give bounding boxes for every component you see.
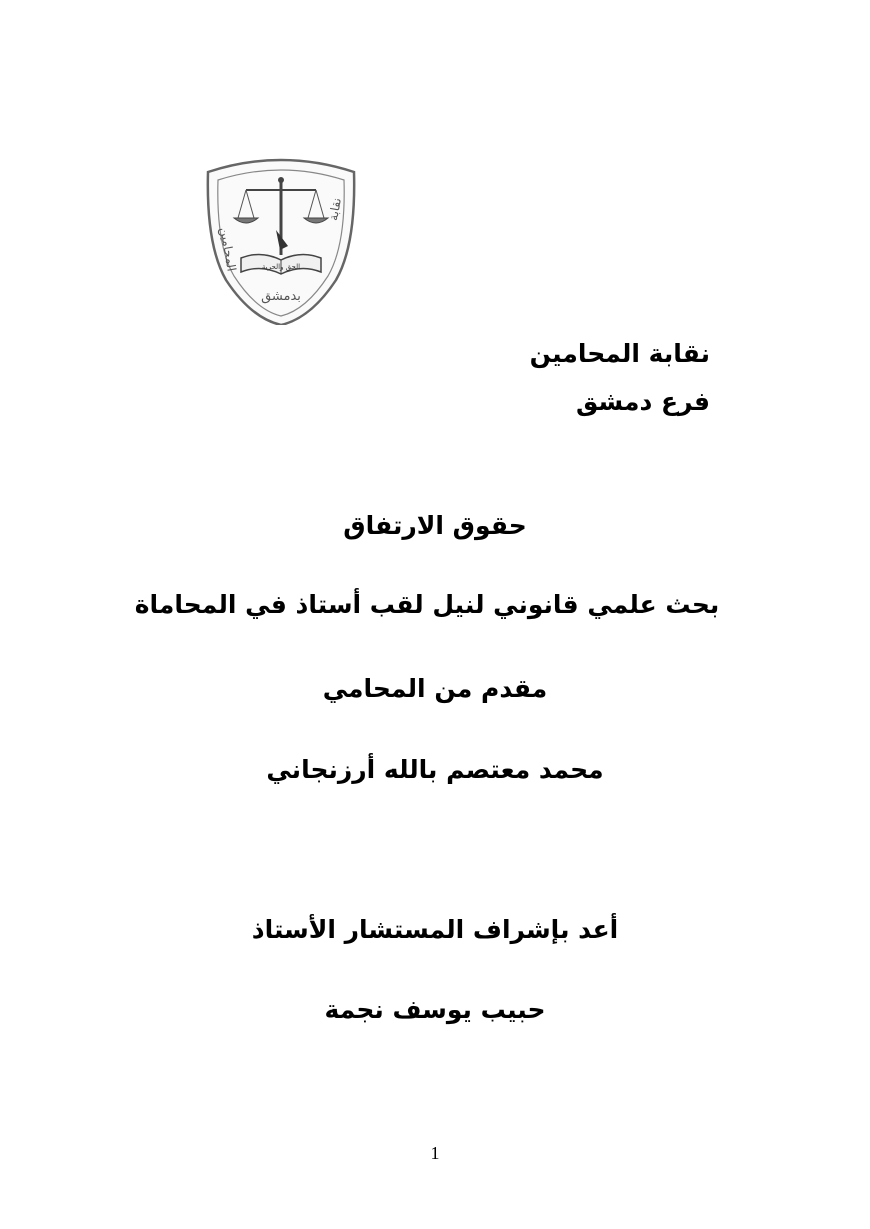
logo-book-text: الحق والحرية — [261, 263, 301, 271]
logo-text-left: المحامين — [217, 226, 239, 273]
bar-association-emblem-icon — [196, 150, 366, 325]
research-purpose: بحث علمي قانوني لنيل لقب أستاذ في المحاماة — [134, 590, 720, 619]
logo-text-right: نقابة — [326, 196, 344, 222]
organization-name: نقابة المحامين — [529, 339, 710, 368]
supervisor-name: حبيب يوسف نجمة — [324, 995, 546, 1024]
page-number: 1 — [430, 1143, 440, 1163]
presented-by-label: مقدم من المحامي — [322, 674, 548, 703]
supervisor-label: أعد بإشراف المستشار الأستاذ — [251, 915, 619, 944]
logo-text-bottom: بدمشق — [261, 289, 301, 304]
branch-name: فرع دمشق — [576, 387, 710, 416]
research-topic: حقوق الارتفاق — [343, 511, 527, 540]
author-name: محمد معتصم بالله أرزنجاني — [266, 755, 604, 784]
